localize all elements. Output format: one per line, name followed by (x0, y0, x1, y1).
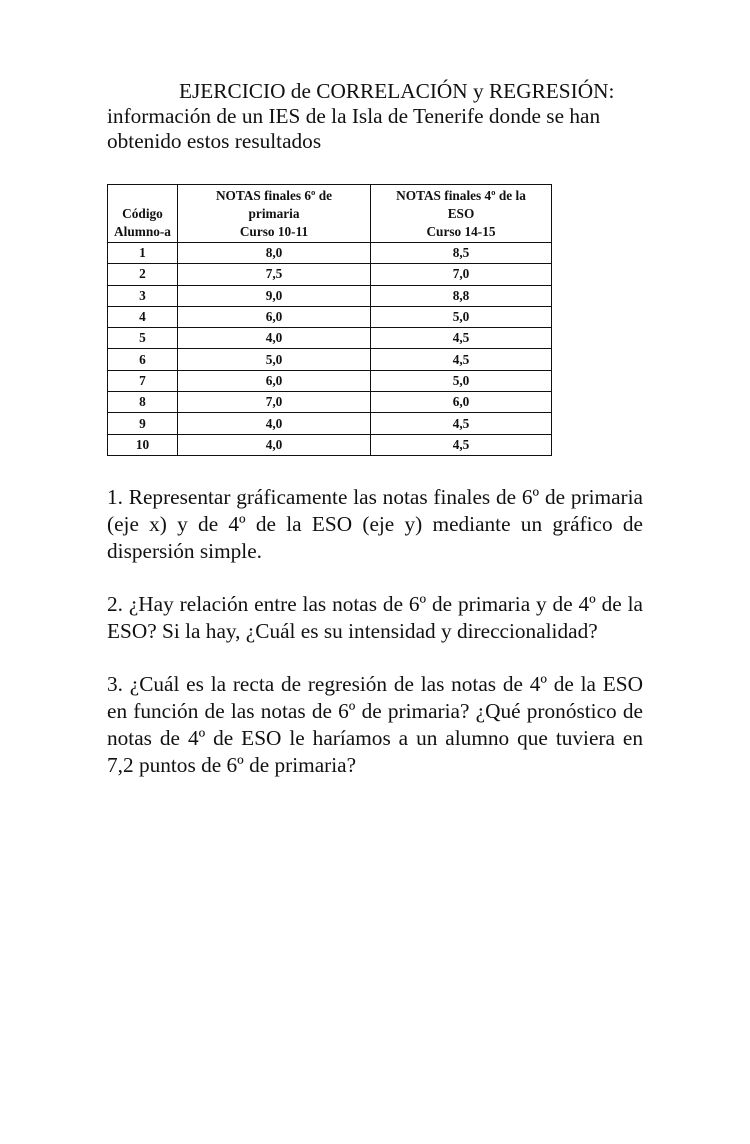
cell-nota-4: 5,0 (371, 306, 552, 327)
cell-codigo: 2 (108, 264, 178, 285)
cell-nota-4: 4,5 (371, 349, 552, 370)
cell-nota-6: 4,0 (178, 328, 371, 349)
cell-codigo: 3 (108, 285, 178, 306)
table-row (108, 413, 552, 434)
cell-nota-4: 8,5 (371, 243, 552, 264)
table-row (108, 285, 552, 306)
questions-section (107, 484, 643, 805)
header-notas-4-eso: NOTAS finales 4º de la ESO Curso 14-15 (371, 185, 552, 243)
header-notas-6-primaria: NOTAS finales 6º de primaria Curso 10-11 (178, 185, 371, 243)
cell-nota-6: 8,0 (178, 243, 371, 264)
grades-table (107, 184, 552, 456)
header-codigo-alumno: Código Alumno-a (108, 185, 178, 243)
cell-codigo: 7 (108, 370, 178, 391)
cell-nota-4: 7,0 (371, 264, 552, 285)
intro-line-3: obtenido estos resultados (107, 129, 322, 153)
cell-nota-4: 4,5 (371, 434, 552, 455)
cell-nota-6: 7,0 (178, 392, 371, 413)
table-row (108, 434, 552, 455)
table-row (108, 349, 552, 370)
cell-codigo: 4 (108, 306, 178, 327)
table-row (108, 264, 552, 285)
exercise-title: EJERCICIO de CORRELACIÓN y REGRESIÓN: (179, 79, 615, 103)
cell-codigo: 8 (108, 392, 178, 413)
intro-paragraph (107, 79, 647, 154)
table-row (108, 328, 552, 349)
table-row (108, 243, 552, 264)
cell-nota-6: 4,0 (178, 434, 371, 455)
cell-nota-4: 8,8 (371, 285, 552, 306)
cell-codigo: 1 (108, 243, 178, 264)
cell-codigo: 5 (108, 328, 178, 349)
cell-nota-6: 5,0 (178, 349, 371, 370)
cell-codigo: 6 (108, 349, 178, 370)
table-header-row (108, 185, 552, 243)
cell-nota-4: 4,5 (371, 328, 552, 349)
question-3: 3. ¿Cuál es la recta de regresión de las notas de 4º de la ESO en función de las notas de 6º de primaria? ¿Qué pronóstico de notas de 4º de ESO le haríamos a un alumno que tuviera en 7,2 puntos de 6º de primaria? (107, 672, 643, 777)
table-row (108, 306, 552, 327)
cell-nota-6: 7,5 (178, 264, 371, 285)
cell-nota-6: 6,0 (178, 306, 371, 327)
cell-nota-6: 6,0 (178, 370, 371, 391)
cell-nota-4: 6,0 (371, 392, 552, 413)
cell-nota-4: 4,5 (371, 413, 552, 434)
question-1: 1. Representar gráficamente las notas finales de 6º de primaria (eje x) y de 4º de la ESO (eje y) mediante un gráfico de dispersión simple. (107, 485, 643, 563)
table-row (108, 392, 552, 413)
cell-codigo: 9 (108, 413, 178, 434)
intro-line-2: información de un IES de la Isla de Tenerife donde se han (107, 104, 601, 128)
cell-codigo: 10 (108, 434, 178, 455)
cell-nota-6: 4,0 (178, 413, 371, 434)
question-2: 2. ¿Hay relación entre las notas de 6º de primaria y de 4º de la ESO? Si la hay, ¿Cuál es su intensidad y direccionalidad? (107, 592, 643, 643)
table-row (108, 370, 552, 391)
cell-nota-6: 9,0 (178, 285, 371, 306)
cell-nota-4: 5,0 (371, 370, 552, 391)
